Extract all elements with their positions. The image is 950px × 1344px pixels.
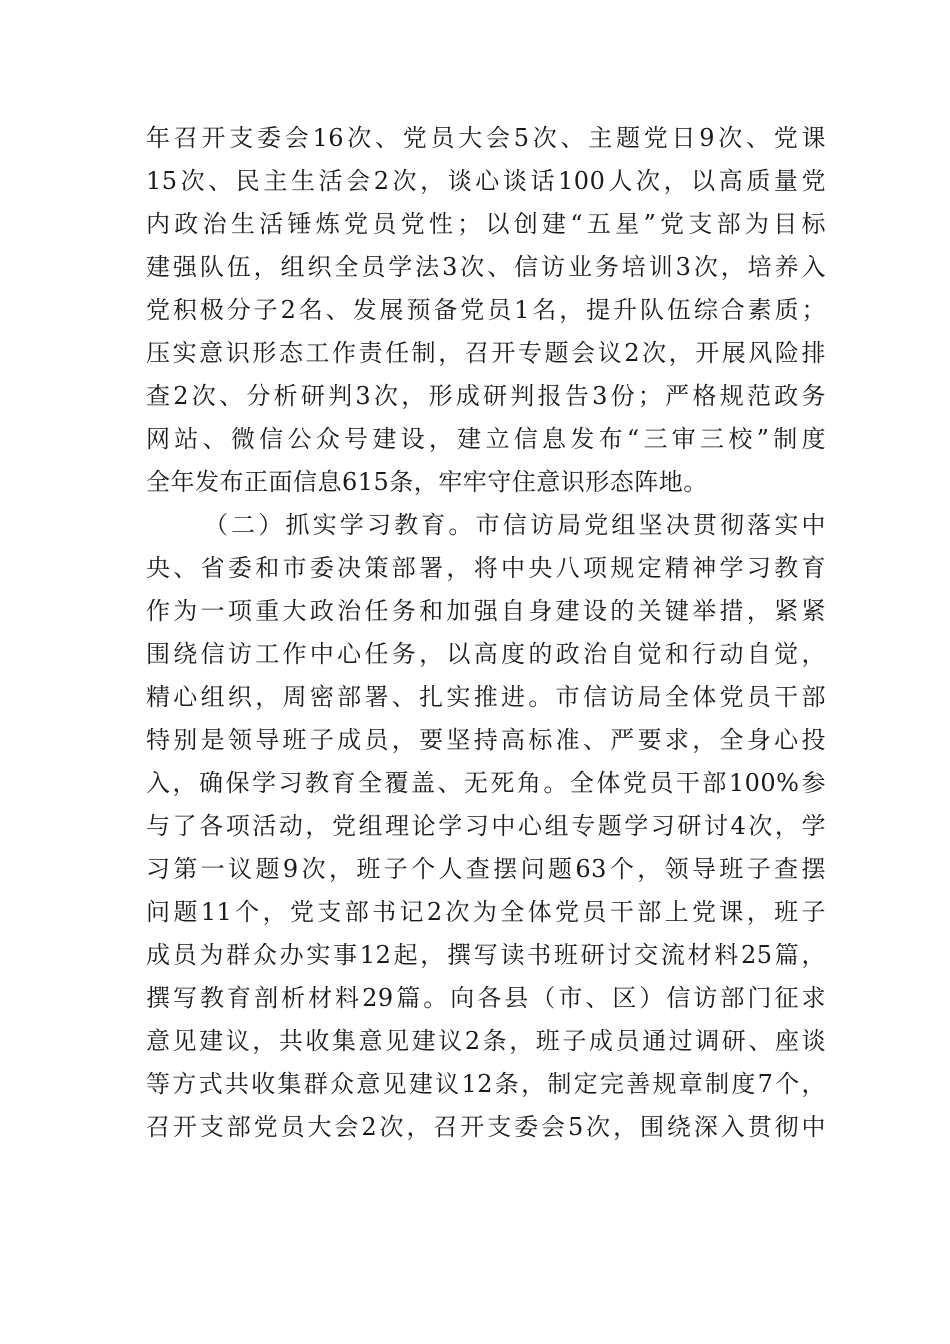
text-line: 成员为群众办实事12起，撰写读书班研讨交流材料25篇， <box>146 941 826 969</box>
text-line: 问题11个，党支部书记2次为全体党员干部上党课，班子 <box>146 898 826 926</box>
text-line: 全年发布正面信息615条，牢牢守住意识形态阵地。 <box>146 468 708 496</box>
text-line: 党积极分子2名、发展预备党员1名，提升队伍综合素质； <box>146 296 826 324</box>
text-line: 作为一项重大政治任务和加强自身建设的关键举措，紧紧 <box>146 597 826 625</box>
text-line: 网站、微信公众号建设，建立信息发布“三审三校”制度 <box>146 425 826 453</box>
text-line: 特别是领导班子成员，要坚持高标准、严要求，全身心投 <box>146 726 826 754</box>
text-line: 意见建议，共收集意见建议2条，班子成员通过调研、座谈 <box>146 1027 826 1055</box>
text-line: 入，确保学习教育全覆盖、无死角。全体党员干部100%参 <box>146 769 826 797</box>
text-line: 召开支部党员大会2次，召开支委会5次，围绕深入贯彻中 <box>146 1113 826 1141</box>
section-heading-line: （二）抓实学习教育。市信访局党组坚决贯彻落实中 <box>204 511 826 539</box>
text-line: 15次、民主生活会2次，谈心谈话100人次，以高质量党 <box>146 167 826 195</box>
text-line: 内政治生活锤炼党员党性；以创建“五星”党支部为目标 <box>146 210 826 238</box>
text-line: 习第一议题9次，班子个人查摆问题63个，领导班子查摆 <box>146 855 826 883</box>
text-line: 年召开支委会16次、党员大会5次、主题党日9次、党课 <box>146 124 826 152</box>
text-line: 压实意识形态工作责任制，召开专题会议2次，开展风险排 <box>146 339 826 367</box>
text-line: 围绕信访工作中心任务，以高度的政治自觉和行动自觉， <box>146 640 826 668</box>
body-text <box>146 117 826 1149</box>
text-line: 撰写教育剖析材料29篇。向各县（市、区）信访部门征求 <box>146 984 826 1012</box>
text-line: 与了各项活动，党组理论学习中心组专题学习研讨4次，学 <box>146 812 826 840</box>
text-line: 建强队伍，组织全员学法3次、信访业务培训3次，培养入 <box>146 253 826 281</box>
text-line: 央、省委和市委决策部署，将中央八项规定精神学习教育 <box>146 554 826 582</box>
text-line: 等方式共收集群众意见建议12条，制定完善规章制度7个， <box>146 1070 826 1098</box>
text-line: 查2次、分析研判3次，形成研判报告3份；严格规范政务 <box>146 382 826 410</box>
text-line: 精心组织，周密部署、扎实推进。市信访局全体党员干部 <box>146 683 826 711</box>
